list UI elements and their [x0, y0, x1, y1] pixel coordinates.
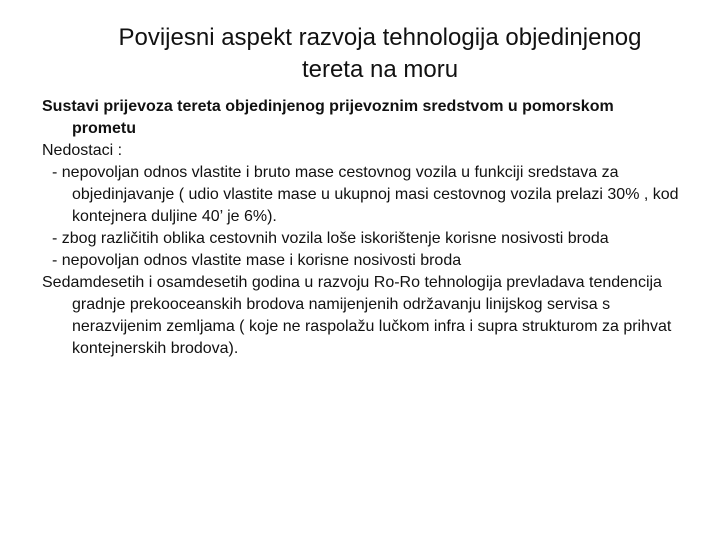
title-line-1: Povijesni aspekt razvoja tehnologija objedinjenog [118, 24, 642, 51]
heading-drawbacks: Nedostaci : [42, 142, 123, 159]
title-line-2: tereta na moru [301, 56, 459, 83]
drawback-item-2: - zbog različitih oblika cestovnih vozila loše iskorištenje korisne nosivosti broda [52, 230, 609, 247]
paragraph-systems: Sustavi prijevoza tereta objedinjenog prijevoznim sredstvom u pomorskom prometu [42, 98, 614, 137]
slide-body [42, 96, 682, 360]
slide-title [40, 22, 720, 86]
paragraph-roro: Sedamdesetih i osamdesetih godina u razvoju Ro-Ro tehnologija prevladava tendencija gradnje prekooceanskih brodova namijenjenih održavanju linijskog servisa s nerazvijenim zemljama ( koje ne raspolažu lučkom infra i supra strukturom za prihvat kontejnerskih brodova). [42, 274, 672, 357]
drawback-item-1: - nepovoljan odnos vlastite i bruto mase cestovnog vozila u funkciji sredstava za objedinjavanje ( udio vlastite mase u ukupnoj masi cestovnog vozila prelazi 30% , kod kontejnera duljine 40’ je 6%). [52, 164, 679, 225]
drawback-item-3: - nepovoljan odnos vlastite mase i korisne nosivosti broda [52, 252, 462, 269]
